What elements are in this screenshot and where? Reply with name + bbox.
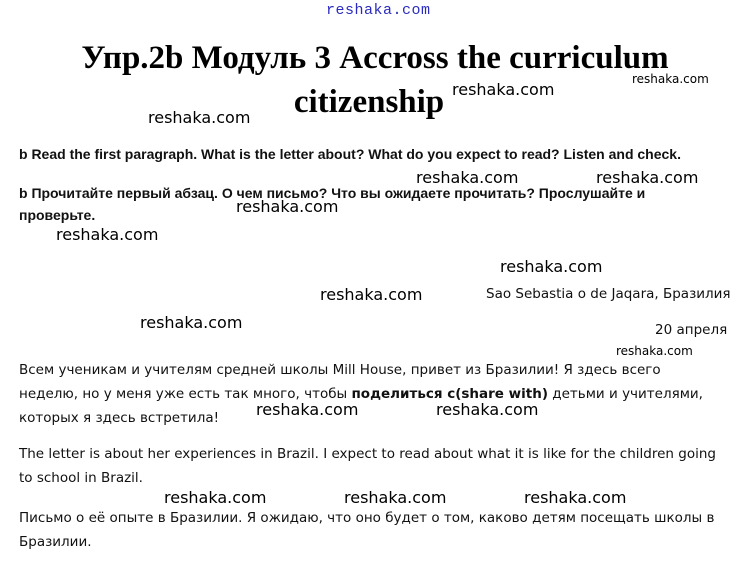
watermark: reshaka.com xyxy=(236,197,339,216)
letter-paragraph xyxy=(19,358,719,430)
task-english: b Read the first paragraph. What is the letter about? What do you expect to read? Listen and check. xyxy=(19,146,681,162)
watermark: reshaka.com xyxy=(452,80,555,99)
top-watermark: reshaka.com xyxy=(326,2,431,19)
watermark: reshaka.com xyxy=(524,488,627,507)
letter-date: 20 апреля xyxy=(655,322,728,338)
task-russian: b Прочитайте первый абзац. О чем письмо? Что вы ожидаете прочитать? Прослушайте и проверьте. xyxy=(19,185,646,223)
watermark: reshaka.com xyxy=(344,488,447,507)
watermark: reshaka.com xyxy=(632,72,709,86)
letter-highlight: поделиться с(share with) xyxy=(351,386,548,402)
watermark: reshaka.com xyxy=(320,285,423,304)
watermark: reshaka.com xyxy=(616,344,693,358)
answer-russian: Письмо о её опыте в Бразилии. Я ожидаю, что оно будет о том, каково детям посещать школы в Бразилии. xyxy=(19,510,715,550)
watermark: reshaka.com xyxy=(148,108,251,127)
page-title: Упр.2b Модуль 3 Accross the curriculum xyxy=(81,40,669,76)
letter-text-after: детьми и учителями, которых я здесь встретила! xyxy=(19,386,703,426)
letter-place: Sao Sebastia o de Jaqara, Бразилия xyxy=(486,286,731,302)
letter-text-before: Всем ученикам и учителям средней школы Mill House, привет из Бразилии! Я здесь всего неделю, но у меня уже есть так много, чтобы xyxy=(19,362,661,402)
page-title-subject: citizenship xyxy=(293,84,445,120)
watermark: reshaka.com xyxy=(500,257,603,276)
watermark: reshaka.com xyxy=(56,225,159,244)
watermark: reshaka.com xyxy=(596,168,699,187)
watermark: reshaka.com xyxy=(256,400,359,419)
watermark: reshaka.com xyxy=(140,313,243,332)
watermark: reshaka.com xyxy=(164,488,267,507)
watermark: reshaka.com xyxy=(416,168,519,187)
answer-english: The letter is about her experiences in Brazil. I expect to read about what it is like for the children going to school in Brazil. xyxy=(19,446,716,486)
watermark: reshaka.com xyxy=(436,400,539,419)
